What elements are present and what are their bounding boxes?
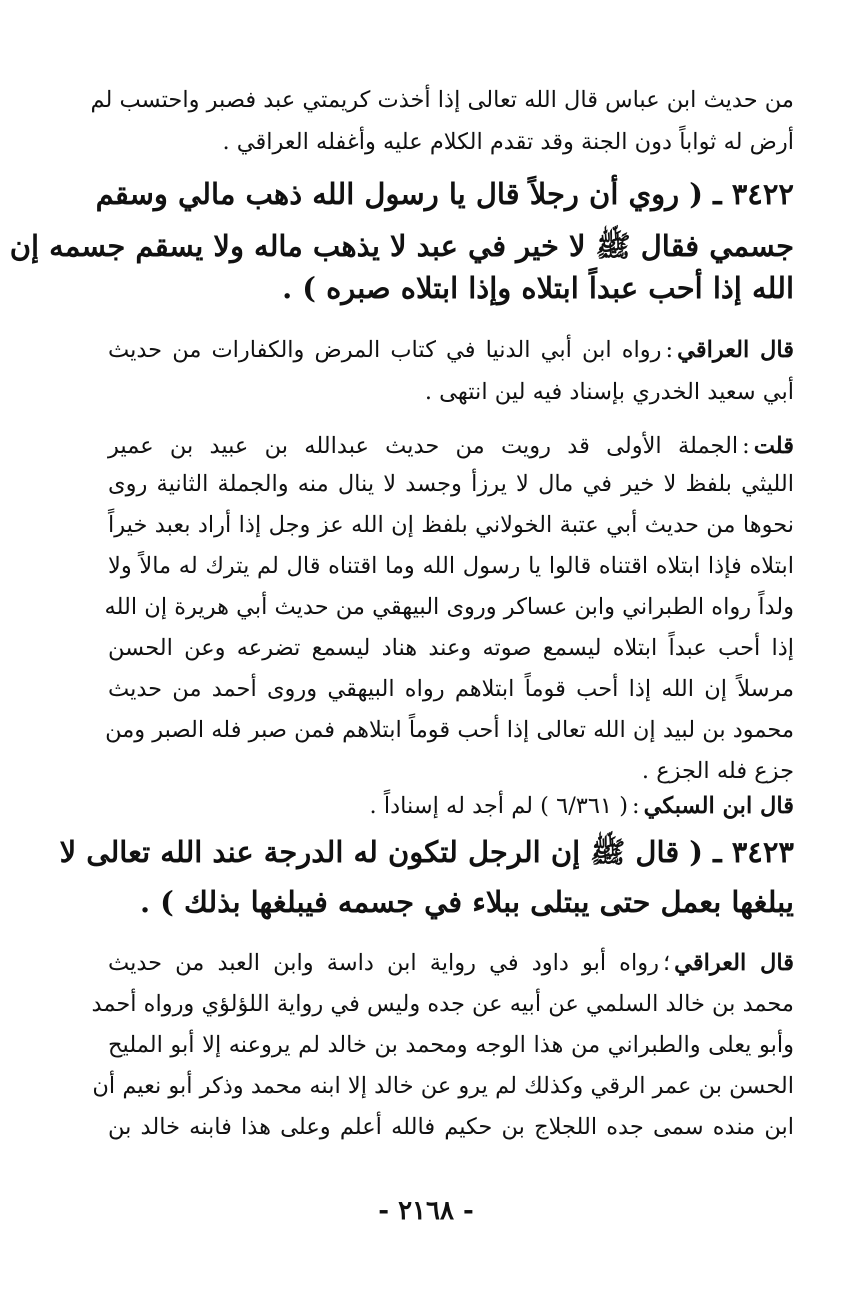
text-line: من حديث ابن عباس قال الله تعالى إذا أخذت كريمتي عبد فصبر واحتسب لم (90, 87, 794, 113)
commentary-text: ( ٦/٣٦١ ) لم أجد له إسناداً . (369, 793, 628, 819)
hadith-line: يبلغها بعمل حتى يبتلى ببلاء في جسمه فيبلغها بذلك ) . (139, 885, 794, 919)
note-line: ابتلاه فإذا ابتلاه اقتناه قالوا يا رسول الله وما اقتناه قال لم يترك له مالاً ولا (108, 553, 794, 579)
note-line: نحوها من حديث أبي عتبة الخولاني بلفظ إن الله عز وجل إذا أراد بعبد خيراً (108, 512, 794, 538)
note-text: الجملة الأولى قد رويت من حديث عبدالله بن عبيد بن عمير (108, 433, 739, 459)
commentary-line: الحسن بن عمر الرقي وكذلك لم يرو عن خالد إلا ابنه محمد وذكر أبو نعيم أن (92, 1073, 794, 1099)
hadith-line: الله إذا أحب عبداً ابتلاه وإذا ابتلاه صبره ) . (282, 271, 794, 305)
label-separator: : (631, 793, 640, 819)
text-line: أرض له ثواباً دون الجنة وقد تقدم الكلام عليه وأغفله العراقي . (222, 129, 794, 155)
note-line: إذا أحب عبداً ابتلاه ليسمع صوته وعند هناد ليسمع تضرعه وعن الحسن (108, 635, 794, 661)
note-line (108, 428, 794, 466)
commentary-line (108, 332, 794, 370)
commentary-text: رواه ابن أبي الدنيا في كتاب المرض والكفارات من حديث (108, 337, 662, 363)
label-separator: : (665, 337, 674, 363)
commentary-label: قال العراقي (674, 950, 794, 976)
commentary-line: أبي سعيد الخدري بإسناد فيه لين انتهى . (424, 379, 794, 405)
hadith-line: ٣٤٢٣ ـ ( قال ﷺ إن الرجل لتكون له الدرجة عند الله تعالى لا (59, 835, 794, 869)
label-separator: : (742, 433, 750, 459)
note-line: محمود بن لبيد إن الله تعالى إذا أحب قوماً ابتلاهم فمن صبر فله الصبر ومن (105, 717, 794, 743)
hadith-line: جسمي فقال ﷺ لا خير في عبد لا يذهب ماله ولا يسقم جسمه إن (9, 229, 794, 263)
book-page (9, 0, 795, 1314)
commentary-line: وأبو يعلى والطبراني من هذا الوجه ومحمد بن خالد لم يروعنه إلا أبو المليح (108, 1032, 794, 1058)
note-line: ولداً رواه الطبراني وابن عساكر وروى البيهقي من حديث أبي هريرة إن الله (104, 594, 794, 620)
hadith-line: ٣٤٢٢ ـ ( روي أن رجلاً قال يا رسول الله ذهب مالي وسقم (95, 177, 794, 211)
label-separator: ؛ (662, 950, 671, 976)
commentary-line (108, 945, 794, 983)
note-label: قلت (753, 433, 794, 459)
commentary-text: رواه أبو داود في رواية ابن داسة وابن العبد من حديث (108, 950, 659, 976)
commentary-label: قال العراقي (677, 337, 795, 363)
commentary-line: ابن منده سمى جده اللجلاج بن حكيم فالله أعلم وعلى هذا فابنه خالد بن (108, 1114, 794, 1140)
note-line: الليثي بلفظ لا خير في مال لا يرزأ وجسد لا ينال منه والجملة الثانية روى (108, 471, 794, 497)
commentary-label: قال ابن السبكي (643, 793, 794, 819)
note-line: جزع فله الجزع . (641, 758, 794, 784)
commentary-line (108, 788, 794, 826)
note-line: مرسلاً إن الله إذا أحب قوماً ابتلاهم رواه البيهقي وروى أحمد من حديث (108, 676, 794, 702)
page-number: - ٢١٦٨ - (378, 1196, 474, 1226)
commentary-line: محمد بن خالد السلمي عن أبيه عن جده وليس في رواية اللؤلؤي ورواه أحمد (91, 991, 794, 1017)
